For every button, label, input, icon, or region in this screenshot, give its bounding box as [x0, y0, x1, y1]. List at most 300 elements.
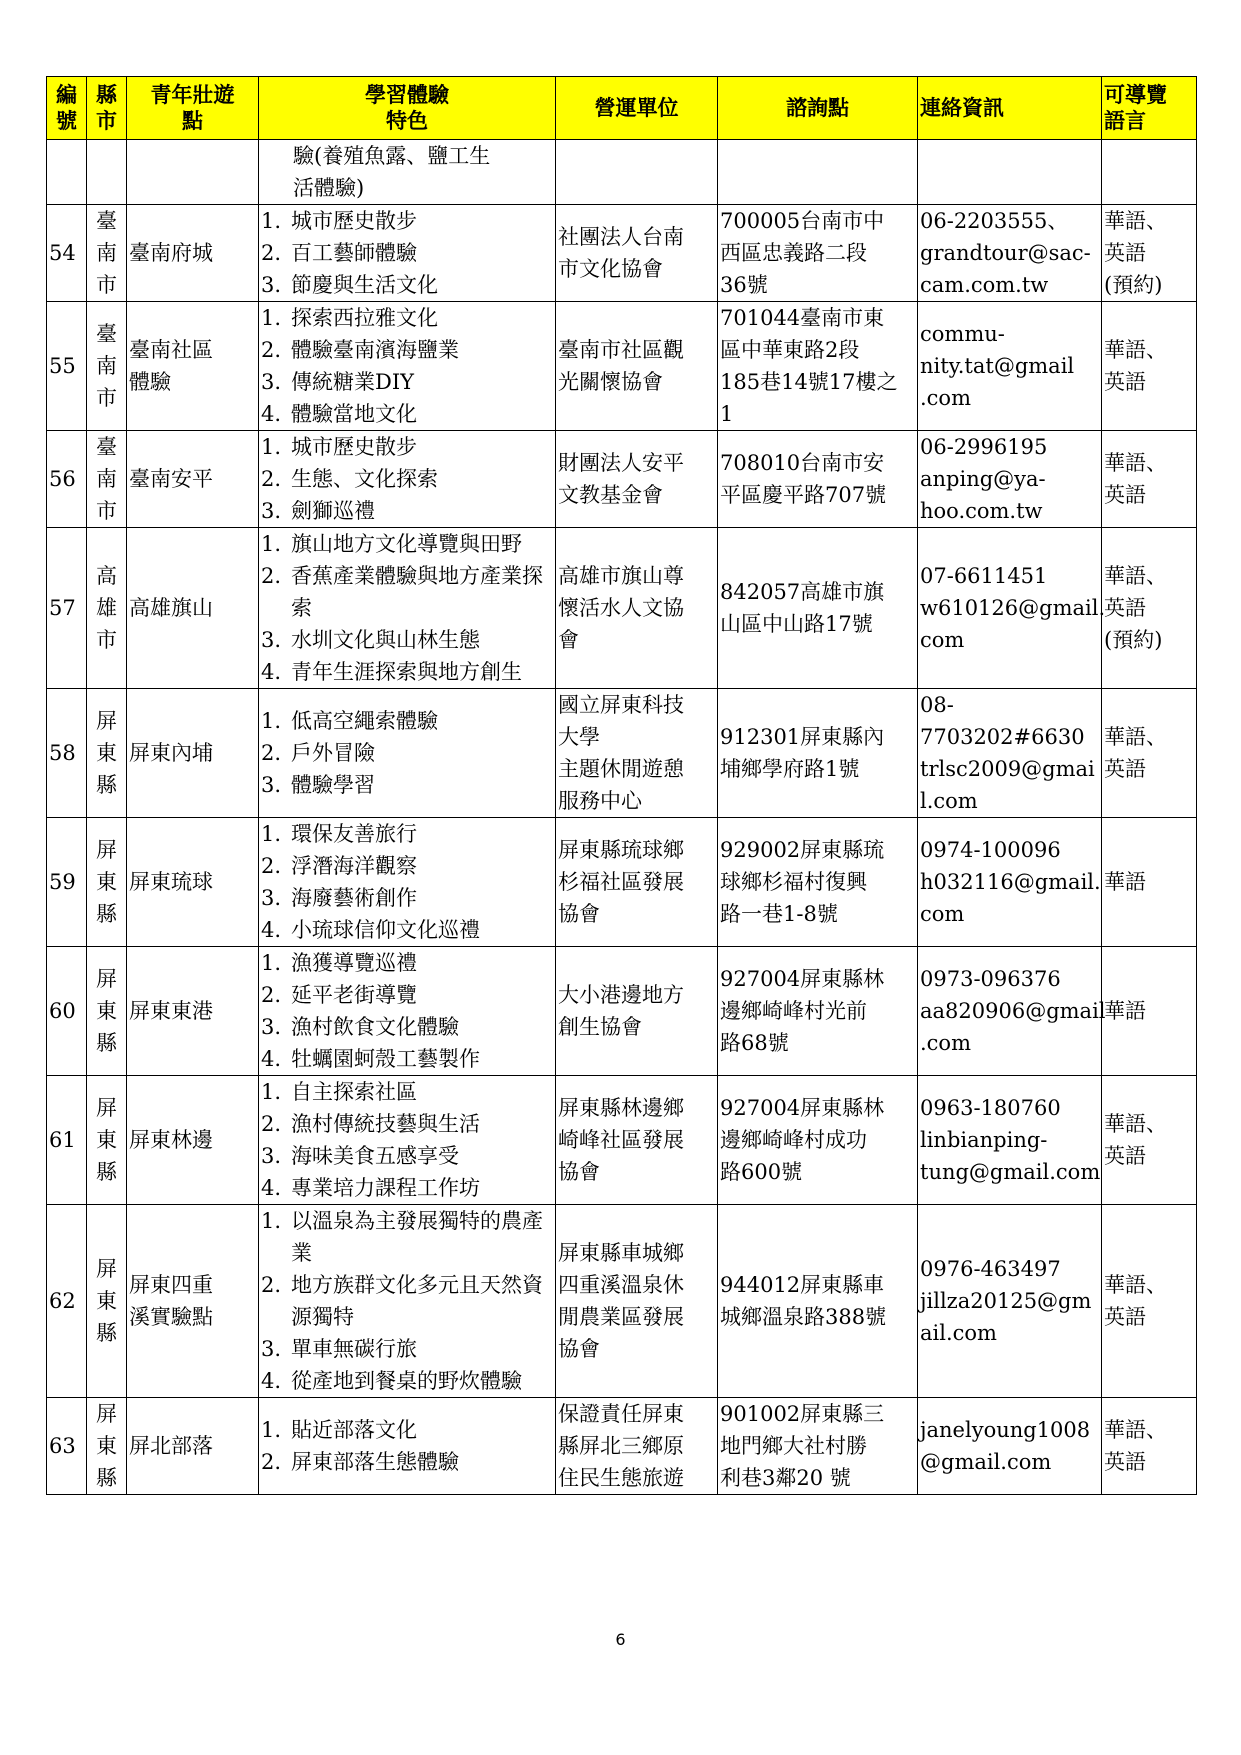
inquiry-line: 185巷14號17樓之 — [720, 370, 898, 394]
feature-text: 低高空繩索體驗 — [291, 709, 438, 733]
cell-contact — [918, 947, 1106, 1076]
city-char: 臺 — [96, 209, 117, 233]
feature-index: 3. — [261, 1015, 282, 1039]
cell-city — [87, 947, 127, 1076]
feature-text: 生態、文化探索 — [291, 467, 438, 491]
table-row — [47, 947, 1197, 1076]
operator-line: 主題休閒遊憩 — [558, 757, 684, 781]
feature-text: 屏東部落生態體驗 — [291, 1450, 459, 1474]
header-no: 編 號 — [47, 77, 87, 140]
city-char: 市 — [96, 499, 117, 523]
inquiry-line: 埔鄉學府路1號 — [720, 757, 860, 781]
city-char: 屏 — [96, 838, 117, 862]
cell-contact — [918, 205, 1102, 302]
feature-index: 3. — [261, 1337, 282, 1361]
city-char: 屏 — [96, 709, 117, 733]
language-line: 英語 — [1104, 483, 1146, 507]
inquiry-line: 912301屏東縣內 — [720, 725, 885, 749]
operator-line: 臺南市社區觀 — [558, 338, 684, 362]
operator-line: 財團法人安平 — [558, 451, 684, 475]
table-header — [47, 77, 1197, 140]
spot-name: 屏東四重 — [129, 1273, 213, 1297]
feature-text: 體驗學習 — [291, 773, 375, 797]
feature-item — [261, 1076, 553, 1108]
feature-index: 1. — [261, 1418, 282, 1442]
spot-name: 臺南安平 — [129, 467, 213, 491]
cell-inquiry — [718, 1076, 918, 1205]
cell-no: 60 — [47, 947, 87, 1076]
cell-contact — [918, 431, 1102, 528]
feature-index: 3. — [261, 773, 282, 797]
feature-text: 漁獲導覽巡禮 — [291, 951, 417, 975]
feature-item — [261, 237, 553, 269]
feature-list — [261, 1414, 553, 1478]
cell-no: 59 — [47, 818, 87, 947]
feature-text: 漁村飲食文化體驗 — [291, 1015, 459, 1039]
spot-name: 屏北部落 — [129, 1434, 213, 1458]
inquiry-line: 地門鄉大社村勝 — [720, 1434, 867, 1458]
contact-line: 0973-096376 — [920, 967, 1061, 991]
feature-list — [261, 947, 553, 1075]
contact-line: janelyoung1008 — [920, 1418, 1091, 1442]
feature-text: 劍獅巡禮 — [291, 499, 375, 523]
feature-index: 1. — [261, 532, 282, 556]
table-row — [47, 689, 1197, 818]
feature-index: 3. — [261, 886, 282, 910]
contact-line: .com — [920, 1031, 971, 1055]
contact-line: commu- — [920, 322, 1005, 346]
feature-text: 以溫泉為主發展獨特的農產業 — [291, 1209, 543, 1265]
inquiry-line: 901002屏東縣三 — [720, 1402, 885, 1426]
operator-line: 閒農業區發展 — [558, 1305, 684, 1329]
inquiry-line: 平區慶平路707號 — [720, 483, 887, 507]
contact-line: hoo.com.tw — [920, 499, 1043, 523]
feature-text: 小琉球信仰文化巡禮 — [291, 918, 480, 942]
cell-operator — [556, 205, 718, 302]
spot-name: 臺南社區 — [129, 338, 213, 362]
city-char: 東 — [96, 1128, 117, 1152]
city-char: 縣 — [96, 902, 117, 926]
contact-line: jillza20125@gm — [920, 1289, 1092, 1313]
inquiry-line: 山區中山路17號 — [720, 612, 873, 636]
contact-line: 0963-180760 — [920, 1096, 1061, 1120]
spot-name: 臺南府城 — [129, 241, 213, 265]
feature-index: 4. — [261, 1176, 282, 1200]
contact-line: grandtour@sac- — [920, 241, 1091, 265]
operator-line: 大小港邊地方 — [558, 983, 684, 1007]
cell-city — [87, 1205, 127, 1398]
table-row — [47, 528, 1197, 689]
cell-contact — [918, 1205, 1102, 1398]
feature-index: 4. — [261, 1369, 282, 1393]
table-row — [47, 431, 1197, 528]
operator-line: 大學 — [558, 725, 600, 749]
language-line: 華語、 — [1104, 1273, 1167, 1297]
spot-name: 體驗 — [129, 370, 171, 394]
inquiry-line: 城鄉溫泉路388號 — [720, 1305, 887, 1329]
city-char: 縣 — [96, 1321, 117, 1345]
operator-line: 屏東縣車城鄉 — [558, 1241, 684, 1265]
cell-no: 62 — [47, 1205, 87, 1398]
operator-line: 住民生態旅遊 — [558, 1466, 684, 1490]
feature-index: 2. — [261, 467, 282, 491]
cell-operator — [556, 431, 718, 528]
cell-contact — [918, 689, 1102, 818]
header-language: 可導覽 語言 — [1102, 77, 1197, 140]
language-line: 華語 — [1104, 999, 1146, 1023]
contact-line: .com — [920, 386, 971, 410]
operator-line: 四重溪溫泉休 — [558, 1273, 684, 1297]
cell-language — [1102, 205, 1197, 302]
language-line: 華語 — [1104, 870, 1146, 894]
feature-item — [261, 528, 553, 560]
feature-text: 戶外冒險 — [291, 741, 375, 765]
spot-name: 屏東內埔 — [129, 741, 213, 765]
cell-no: 61 — [47, 1076, 87, 1205]
contact-line: w610126@gmail. — [920, 596, 1106, 620]
cell-language — [1102, 818, 1197, 947]
operator-line: 創生協會 — [558, 1015, 642, 1039]
feature-index: 4. — [261, 402, 282, 426]
inquiry-line: 球鄉杉福村復興 — [720, 870, 867, 894]
feature-index: 1. — [261, 1080, 282, 1104]
feature-item — [261, 1043, 553, 1075]
feature-index: 3. — [261, 273, 282, 297]
spot-name: 屏東琉球 — [129, 870, 213, 894]
feature-text: 體驗臺南濱海鹽業 — [291, 338, 459, 362]
table-row — [47, 1398, 1197, 1495]
feature-list — [261, 302, 553, 430]
cell-inquiry — [718, 689, 918, 818]
cell-language — [1102, 528, 1197, 689]
cell-inquiry — [718, 1398, 918, 1495]
city-char: 東 — [96, 1434, 117, 1458]
feature-item — [261, 495, 553, 527]
inquiry-line: 927004屏東縣林 — [720, 1096, 885, 1120]
inquiry-line: 842057高雄市旗 — [720, 580, 885, 604]
feature-index: 1. — [261, 435, 282, 459]
cell-operator — [556, 1076, 718, 1205]
feature-item — [261, 947, 553, 979]
city-char: 市 — [96, 273, 117, 297]
feature-line: 驗(養殖魚露、鹽工生 — [293, 144, 491, 168]
operator-line: 屏東縣林邊鄉 — [558, 1096, 684, 1120]
language-line: 華語、 — [1104, 1418, 1167, 1442]
feature-item — [261, 979, 553, 1011]
operator-line: 高雄市旗山尊 — [558, 564, 684, 588]
cell-spot — [127, 528, 259, 689]
feature-item — [261, 705, 553, 737]
contact-line: 06-2996195 — [920, 435, 1048, 459]
feature-text: 海味美食五感享受 — [291, 1144, 459, 1168]
cell-no: 56 — [47, 431, 87, 528]
city-char: 南 — [96, 467, 117, 491]
operator-line: 協會 — [558, 1337, 600, 1361]
feature-text: 延平老街導覽 — [291, 983, 417, 1007]
feature-index: 3. — [261, 628, 282, 652]
feature-text: 城市歷史散步 — [291, 209, 417, 233]
feature-item — [261, 205, 553, 237]
cell-spot — [127, 1398, 259, 1495]
feature-index: 4. — [261, 1047, 282, 1071]
cell-spot — [127, 302, 259, 431]
feature-item — [261, 624, 553, 656]
feature-text: 浮潛海洋觀察 — [291, 854, 417, 878]
header-spot: 青年壯遊 點 — [127, 77, 259, 140]
cell-operator — [556, 947, 718, 1076]
inquiry-line: 區中華東路2段 — [720, 338, 860, 362]
header-feature: 學習體驗 特色 — [259, 77, 556, 140]
cell-operator — [556, 1398, 718, 1495]
cell-spot — [127, 1076, 259, 1205]
cell-language — [1102, 302, 1197, 431]
cell-city — [87, 205, 127, 302]
inquiry-line: 路一巷1-8號 — [720, 902, 838, 926]
operator-line: 國立屏東科技 — [558, 693, 684, 717]
cell-no: 57 — [47, 528, 87, 689]
cell-no: 63 — [47, 1398, 87, 1495]
feature-item — [261, 850, 553, 882]
feature-index: 2. — [261, 1112, 282, 1136]
feature-list — [261, 818, 553, 946]
cell-spot — [127, 140, 259, 205]
inquiry-line: 927004屏東縣林 — [720, 967, 885, 991]
inquiry-line: 1 — [720, 402, 734, 426]
cell-no — [47, 140, 87, 205]
feature-text: 從產地到餐桌的野炊體驗 — [291, 1369, 522, 1393]
contact-line: 08- — [920, 693, 954, 717]
city-char: 東 — [96, 999, 117, 1023]
cell-operator — [556, 140, 718, 205]
feature-list — [261, 205, 553, 301]
city-char: 屏 — [96, 1096, 117, 1120]
operator-line: 協會 — [558, 902, 600, 926]
header-city: 縣 市 — [87, 77, 127, 140]
feature-item — [261, 334, 553, 366]
cell-language — [1102, 1076, 1197, 1205]
feature-line: 活體驗) — [293, 176, 365, 200]
feature-item — [261, 1269, 553, 1333]
feature-index: 2. — [261, 564, 282, 588]
operator-line: 光關懷協會 — [558, 370, 663, 394]
cell-city — [87, 1398, 127, 1495]
feature-item — [261, 269, 553, 301]
cell-city — [87, 689, 127, 818]
contact-line: 0976-463497 — [920, 1257, 1061, 1281]
contact-line: tung@gmail.com — [920, 1160, 1101, 1184]
operator-line: 市文化協會 — [558, 257, 663, 281]
feature-text: 漁村傳統技藝與生活 — [291, 1112, 480, 1136]
language-line: 華語、 — [1104, 451, 1167, 475]
contact-line: ail.com — [920, 1321, 997, 1345]
cell-contact — [918, 1398, 1102, 1495]
feature-text: 牡蠣園蚵殼工藝製作 — [291, 1047, 480, 1071]
language-line: (預約) — [1104, 273, 1163, 297]
contact-line: com — [920, 628, 965, 652]
feature-list — [261, 431, 553, 527]
feature-index: 4. — [261, 660, 282, 684]
city-char: 屏 — [96, 1257, 117, 1281]
inquiry-line: 路68號 — [720, 1031, 789, 1055]
feature-text: 城市歷史散步 — [291, 435, 417, 459]
cell-feature — [259, 140, 556, 205]
contact-line: trlsc2009@gmai — [920, 757, 1095, 781]
inquiry-line: 西區忠義路二段 — [720, 241, 867, 265]
cell-contact — [918, 818, 1102, 947]
city-char: 市 — [96, 628, 117, 652]
contact-line: 7703202#6630 — [920, 725, 1085, 749]
cell-feature — [259, 205, 556, 302]
city-char: 臺 — [96, 435, 117, 459]
feature-index: 1. — [261, 306, 282, 330]
cell-spot — [127, 205, 259, 302]
feature-item — [261, 1446, 553, 1478]
operator-line: 崎峰社區發展 — [558, 1128, 684, 1152]
feature-item — [261, 560, 553, 624]
city-char: 南 — [96, 241, 117, 265]
contact-line: l.com — [920, 789, 978, 813]
cell-spot — [127, 947, 259, 1076]
contact-line: 06-2203555、 — [920, 209, 1069, 233]
cell-no: 58 — [47, 689, 87, 818]
feature-item — [261, 1140, 553, 1172]
cell-inquiry — [718, 431, 918, 528]
city-char: 屏 — [96, 1402, 117, 1426]
cell-contact — [918, 1076, 1102, 1205]
city-char: 東 — [96, 870, 117, 894]
city-char: 南 — [96, 354, 117, 378]
language-line: 英語 — [1104, 1144, 1146, 1168]
feature-list — [261, 1205, 553, 1397]
cell-city — [87, 818, 127, 947]
operator-line: 服務中心 — [558, 789, 642, 813]
feature-text: 探索西拉雅文化 — [291, 306, 438, 330]
feature-item — [261, 1205, 553, 1269]
inquiry-line: 路600號 — [720, 1160, 803, 1184]
cell-inquiry — [718, 140, 918, 205]
cell-inquiry — [718, 205, 918, 302]
cell-spot — [127, 818, 259, 947]
inquiry-line: 929002屏東縣琉 — [720, 838, 885, 862]
spot-name: 溪實驗點 — [129, 1305, 213, 1329]
cell-no: 55 — [47, 302, 87, 431]
feature-text: 香蕉產業體驗與地方產業探索 — [291, 564, 543, 620]
feature-text: 海廢藝術創作 — [291, 886, 417, 910]
feature-index: 2. — [261, 1450, 282, 1474]
cell-language — [1102, 689, 1197, 818]
cell-operator — [556, 302, 718, 431]
header-contact: 連絡資訊 — [918, 77, 1102, 140]
cell-contact — [918, 302, 1102, 431]
city-char: 縣 — [96, 1031, 117, 1055]
header-operator: 營運單位 — [556, 77, 718, 140]
feature-item — [261, 1108, 553, 1140]
cell-inquiry — [718, 302, 918, 431]
city-char: 東 — [96, 1289, 117, 1313]
cell-inquiry — [718, 947, 918, 1076]
feature-index: 2. — [261, 241, 282, 265]
feature-index: 4. — [261, 918, 282, 942]
feature-list — [261, 528, 553, 688]
cell-spot — [127, 431, 259, 528]
feature-item — [261, 302, 553, 334]
table-row — [47, 818, 1197, 947]
table-row — [47, 1076, 1197, 1205]
language-line: 華語、 — [1104, 338, 1167, 362]
cell-city — [87, 1076, 127, 1205]
language-line: 英語 — [1104, 757, 1146, 781]
inquiry-line: 邊鄉崎峰村光前 — [720, 999, 867, 1023]
cell-language — [1102, 1205, 1197, 1398]
cell-language — [1102, 1398, 1197, 1495]
cell-feature — [259, 1076, 556, 1205]
contact-line: anping@ya- — [920, 467, 1046, 491]
feature-list — [261, 705, 553, 801]
feature-item — [261, 737, 553, 769]
feature-text: 地方族群文化多元且天然資源獨特 — [291, 1273, 543, 1329]
tourism-spots-table — [46, 76, 1197, 1495]
feature-text: 節慶與生活文化 — [291, 273, 438, 297]
city-char: 東 — [96, 741, 117, 765]
inquiry-line: 700005台南市中 — [720, 209, 885, 233]
cell-city — [87, 528, 127, 689]
operator-line: 縣屏北三鄉原 — [558, 1434, 684, 1458]
feature-item — [261, 769, 553, 801]
feature-text: 水圳文化與山林生態 — [291, 628, 480, 652]
cell-feature — [259, 947, 556, 1076]
cell-city — [87, 431, 127, 528]
operator-line: 協會 — [558, 1160, 600, 1184]
feature-index: 3. — [261, 499, 282, 523]
cell-language — [1102, 431, 1197, 528]
feature-index: 1. — [261, 1209, 282, 1233]
cell-operator — [556, 689, 718, 818]
feature-index: 1. — [261, 822, 282, 846]
feature-text: 傳統糖業DIY — [291, 370, 414, 394]
feature-item — [261, 656, 553, 688]
contact-line: @gmail.com — [920, 1450, 1052, 1474]
operator-line: 保證責任屏東 — [558, 1402, 684, 1426]
operator-line: 杉福社區發展 — [558, 870, 684, 894]
cell-feature — [259, 689, 556, 818]
cell-feature — [259, 528, 556, 689]
language-line: 華語、 — [1104, 209, 1167, 233]
feature-index: 2. — [261, 741, 282, 765]
operator-line: 會 — [558, 628, 579, 652]
feature-index: 2. — [261, 983, 282, 1007]
feature-text: 百工藝師體驗 — [291, 241, 417, 265]
cell-language — [1102, 140, 1197, 205]
city-char: 雄 — [96, 596, 117, 620]
feature-item — [261, 1172, 553, 1204]
operator-line: 社團法人台南 — [558, 225, 684, 249]
operator-line: 懷活水人文協 — [558, 596, 684, 620]
cell-operator — [556, 1205, 718, 1398]
cell-feature — [259, 1398, 556, 1495]
feature-text: 自主探索社區 — [291, 1080, 417, 1104]
city-char: 高 — [96, 564, 117, 588]
feature-index: 1. — [261, 209, 282, 233]
language-line: 華語、 — [1104, 1112, 1167, 1136]
city-char: 臺 — [96, 322, 117, 346]
table-row — [47, 205, 1197, 302]
cell-feature — [259, 302, 556, 431]
language-line: (預約) — [1104, 628, 1163, 652]
feature-text: 單車無碳行旅 — [291, 1337, 417, 1361]
table-row-continuation — [47, 140, 1197, 205]
operator-line: 文教基金會 — [558, 483, 663, 507]
contact-line: com — [920, 902, 965, 926]
